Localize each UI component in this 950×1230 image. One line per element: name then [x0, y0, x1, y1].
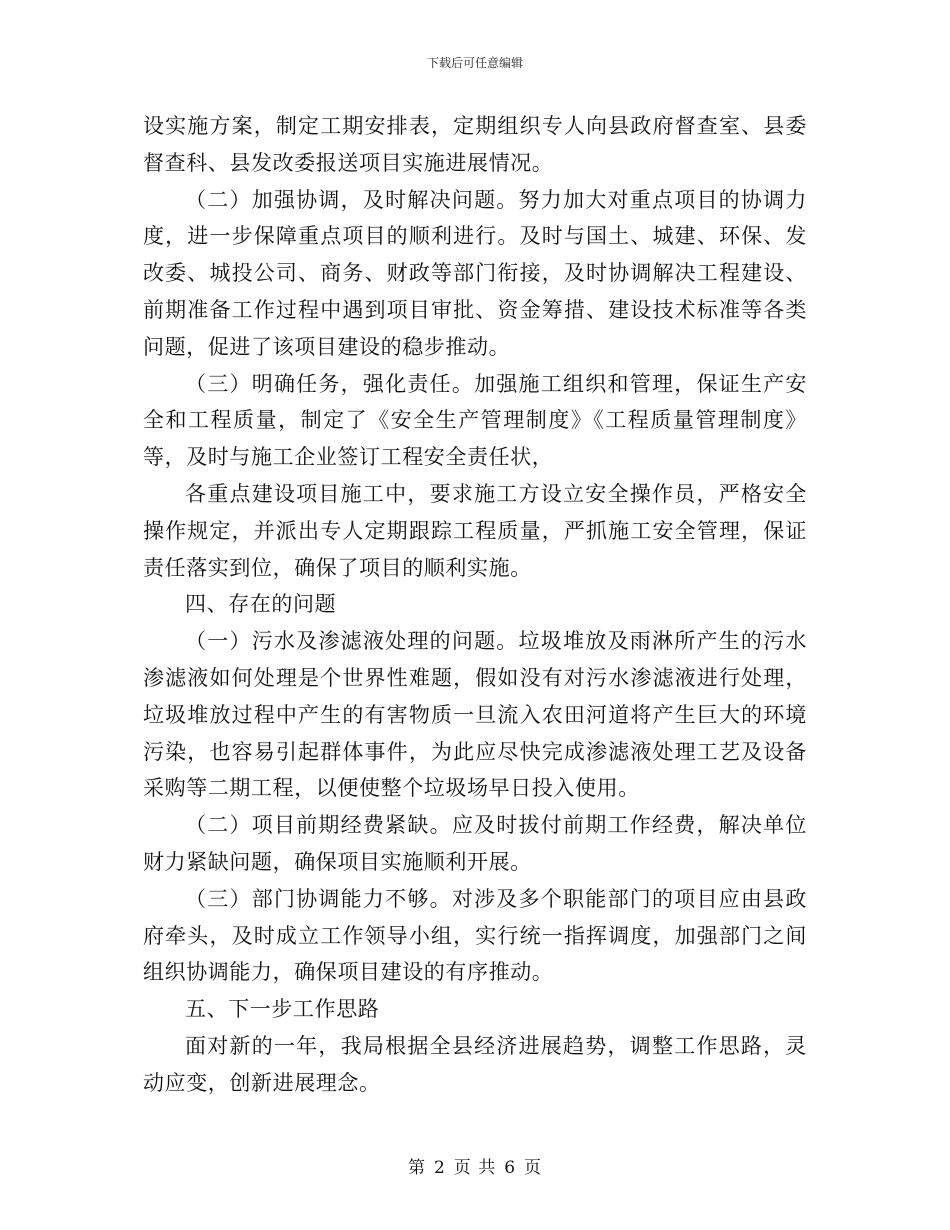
paragraph-leachate: （一）污水及渗滤液处理的问题。垃圾堆放及雨淋所产生的污水渗滤液如何处理是个世界性难题，假如没有对污水渗滤液进行处理，垃圾堆放过程中产生的有害物质一旦流入农田河道将产生巨大的环境污染，也容易引起群体事件，为此应尽快完成渗滤液处理工艺及设备采购等二期工程，以便使整个垃圾场早日投入使用。: [143, 629, 807, 801]
page-footer: [0, 1153, 950, 1178]
paragraph-responsibility: （三）明确任务，强化责任。加强施工组织和管理，保证生产安全和工程质量，制定了《安全生产管理制度》《工程质量管理制度》等，及时与施工企业签订工程安全责任状，: [143, 371, 807, 470]
footer-middle: 页 共: [453, 1158, 497, 1178]
paragraph-funding: （二）项目前期经费紧缺。应及时拔付前期工作经费，解决单位财力紧缺问题，确保项目实施顺利开展。: [143, 813, 807, 874]
paragraph-coordination: （二）加强协调，及时解决问题。努力加大对重点项目的协调力度，进一步保障重点项目的顺利进行。及时与国土、城建、环保、发改委、城投公司、商务、财政等部门衔接，及时协调解决工程建设、前期准备工作过程中遇到项目审批、资金筹措、建设技术标准等各类问题，促进了该项目建设的稳步推动。: [143, 187, 807, 359]
page-header: 下载后可任意编辑: [426, 56, 523, 70]
footer-prefix: 第: [407, 1158, 426, 1178]
footer-suffix: 页: [524, 1158, 543, 1178]
footer-current-page: 2: [433, 1158, 446, 1178]
footer-total-pages: 6: [504, 1158, 517, 1178]
section-heading-problems: 四、存在的问题: [185, 592, 337, 617]
paragraph-continuation: 设实施方案，制定工期安排表，定期组织专人向县政府督查室、县委督查科、县发改委报送项目实施进展情况。: [143, 114, 807, 175]
paragraph-safety: 各重点建设项目施工中，要求施工方设立安全操作员，严格安全操作规定，并派出专人定期跟踪工程质量，严抓施工安全管理，保证责任落实到位，确保了项目的顺利实施。: [143, 481, 807, 580]
section-heading-next-steps: 五、下一步工作思路: [185, 997, 380, 1022]
paragraph-new-year: 面对新的一年，我局根据全县经济进展趋势，调整工作思路，灵动应变，创新进展理念。: [143, 1033, 807, 1095]
paragraph-department-coordination: （三）部门协调能力不够。对涉及多个职能部门的项目应由县政府牵头，及时成立工作领导小组，实行统一指挥调度，加强部门之间组织协调能力，确保项目建设的有序推动。: [143, 886, 807, 985]
document-body: [143, 108, 807, 1102]
